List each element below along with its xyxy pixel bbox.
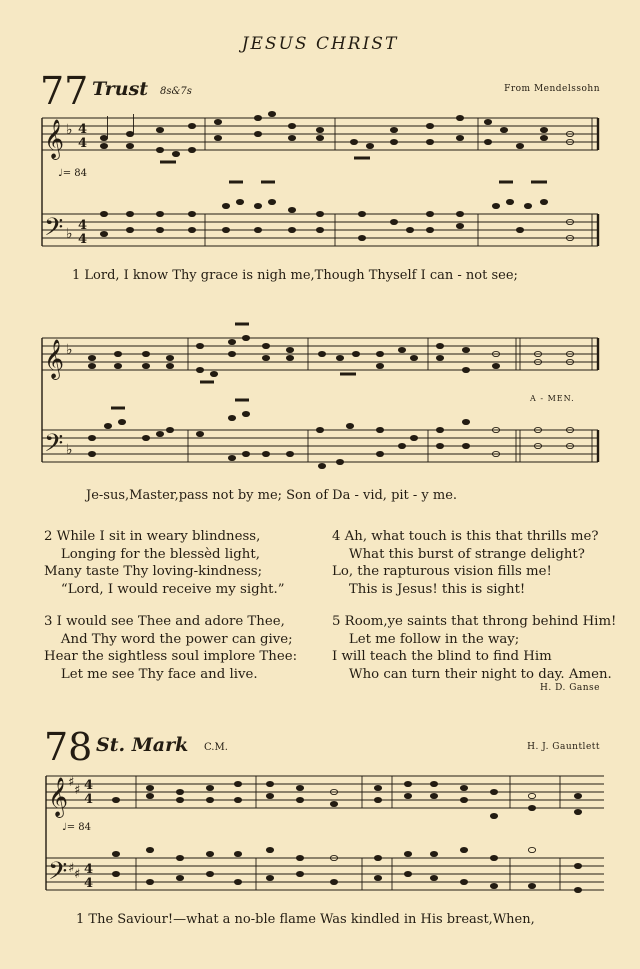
hymn-number-77: 77: [40, 69, 89, 113]
svg-text:𝄞: 𝄞: [44, 339, 65, 379]
svg-text:𝄢: 𝄢: [44, 429, 64, 464]
svg-text:𝄢: 𝄢: [44, 213, 64, 248]
tempo-mark-77: ♩= 84: [58, 168, 87, 179]
hymn-number-78: 78: [44, 725, 93, 769]
svg-text:𝄢: 𝄢: [48, 857, 68, 892]
amen-label: A - MEN.: [530, 394, 575, 403]
svg-text:𝄞: 𝄞: [44, 119, 65, 159]
lyric-line-78-1: 1 The Saviour!—what a no-ble flame Was kindled in His breast,When,: [76, 912, 535, 927]
svg-text:4: 4: [84, 792, 94, 807]
meter-77: 8s&7s: [160, 86, 192, 97]
svg-text:4: 4: [78, 232, 88, 247]
verse-77-4: 4 Ah, what touch is this that thrills me? What this burst of strange delight? Lo, the rapturous vision fills me! This is Jesus! this is sight!: [332, 529, 599, 597]
svg-text:4: 4: [78, 136, 88, 151]
svg-text:♭: ♭: [66, 226, 73, 242]
running-head: JESUS CHRIST: [241, 34, 399, 54]
verse-77-5: 5 Room,ye saints that throng behind Him! Let me follow in the way; I will teach the blind to find Him Who can turn their night to day. Amen.: [332, 614, 617, 682]
svg-text:4: 4: [84, 876, 94, 891]
svg-text:𝄞: 𝄞: [48, 777, 69, 817]
composer-78: H. J. Gauntlett: [527, 742, 600, 752]
author-77: H. D. Ganse: [540, 683, 600, 693]
svg-text:♯: ♯: [74, 783, 81, 798]
tune-name-st-mark: St. Mark: [96, 734, 189, 756]
score-system-78-1: [0, 764, 640, 904]
lyric-line-77-1: 1 Lord, I know Thy grace is nigh me,Though Thyself I can - not see;: [72, 268, 518, 283]
score-system-77-1: [0, 110, 640, 260]
svg-text:♭: ♭: [66, 122, 73, 138]
tempo-mark-78: ♩= 84: [62, 822, 91, 833]
tune-name-trust: Trust: [92, 78, 149, 100]
svg-text:♯: ♯: [74, 867, 81, 882]
verse-77-2: 2 While I sit in weary blindness, Longing for the blessèd light, Many taste Thy loving-kindness; “Lord, I would receive my sight.”: [44, 529, 285, 597]
svg-text:♯: ♯: [68, 775, 75, 790]
svg-text:♭: ♭: [66, 342, 73, 358]
svg-text:4: 4: [84, 778, 94, 793]
svg-text:♭: ♭: [66, 442, 73, 458]
composer-77: From Mendelssohn: [504, 84, 600, 94]
meter-78: C.M.: [204, 742, 228, 753]
svg-text:4: 4: [78, 218, 88, 233]
lyric-line-77-2: Je-sus,Master,pass not by me; Son of Da - vid, pit - y me.: [86, 488, 458, 503]
svg-text:4: 4: [84, 862, 94, 877]
svg-text:♯: ♯: [68, 861, 75, 876]
svg-text:4: 4: [78, 122, 88, 137]
verse-77-3: 3 I would see Thee and adore Thee, And Thy word the power can give; Hear the sightless soul implore Thee: Let me see Thy face and live.: [44, 614, 298, 682]
